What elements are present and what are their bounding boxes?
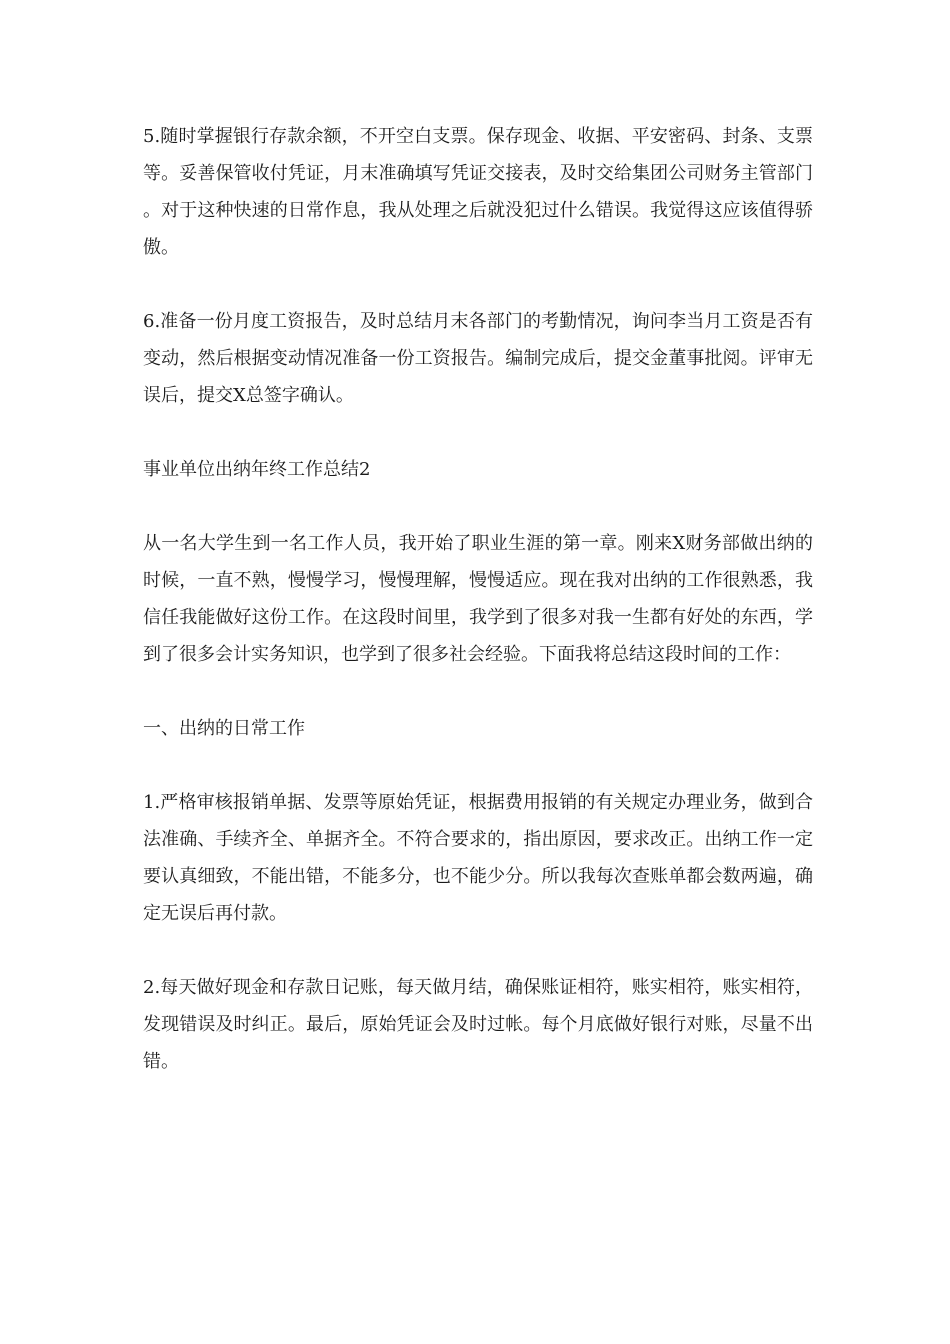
paragraph-item-5: 5.随时掌握银行存款余额，不开空白支票。保存现金、收据、平安密码、封条、支票等。妥善保管收付凭证，月末准确填写凭证交接表，及时交给集团公司财务主管部门。对于这种快速的日常作息，我从处理之后就没犯过什么错误。我觉得这应该值得骄傲。 [143, 126, 813, 258]
intro-paragraph: 从一名大学生到一名工作人员，我开始了职业生涯的第一章。刚来X财务部做出纳的时候，一直不熟，慢慢学习，慢慢理解，慢慢适应。现在我对出纳的工作很熟悉，我信任我能做好这份工作。在这段时间里，我学到了很多对我一生都有好处的东西，学到了很多会计实务知识，也学到了很多社会经验。下面我将总结这段时间的工作： [143, 533, 813, 665]
section-heading-daily-work: 一、出纳的日常工作 [143, 718, 305, 739]
paragraph-item-6: 6.准备一份月度工资报告，及时总结月末各部门的考勤情况，询问李当月工资是否有变动，然后根据变动情况准备一份工资报告。编制完成后，提交金董事批阅。评审无误后，提交X总签字确认。 [143, 311, 813, 406]
paragraph-item-2: 2.每天做好现金和存款日记账，每天做月结，确保账证相符，账实相符，账实相符，发现错误及时纠正。最后，原始凭证会及时过帐。每个月底做好银行对账，尽量不出错。 [143, 977, 813, 1072]
document-body [143, 118, 813, 1080]
section-title: 事业单位出纳年终工作总结2 [143, 459, 371, 480]
paragraph-item-1: 1.严格审核报销单据、发票等原始凭证，根据费用报销的有关规定办理业务，做到合法准确、手续齐全、单据齐全。不符合要求的，指出原因，要求改正。出纳工作一定要认真细致，不能出错，不能多分，也不能少分。所以我每次查账单都会数两遍，确定无误后再付款。 [143, 792, 813, 924]
